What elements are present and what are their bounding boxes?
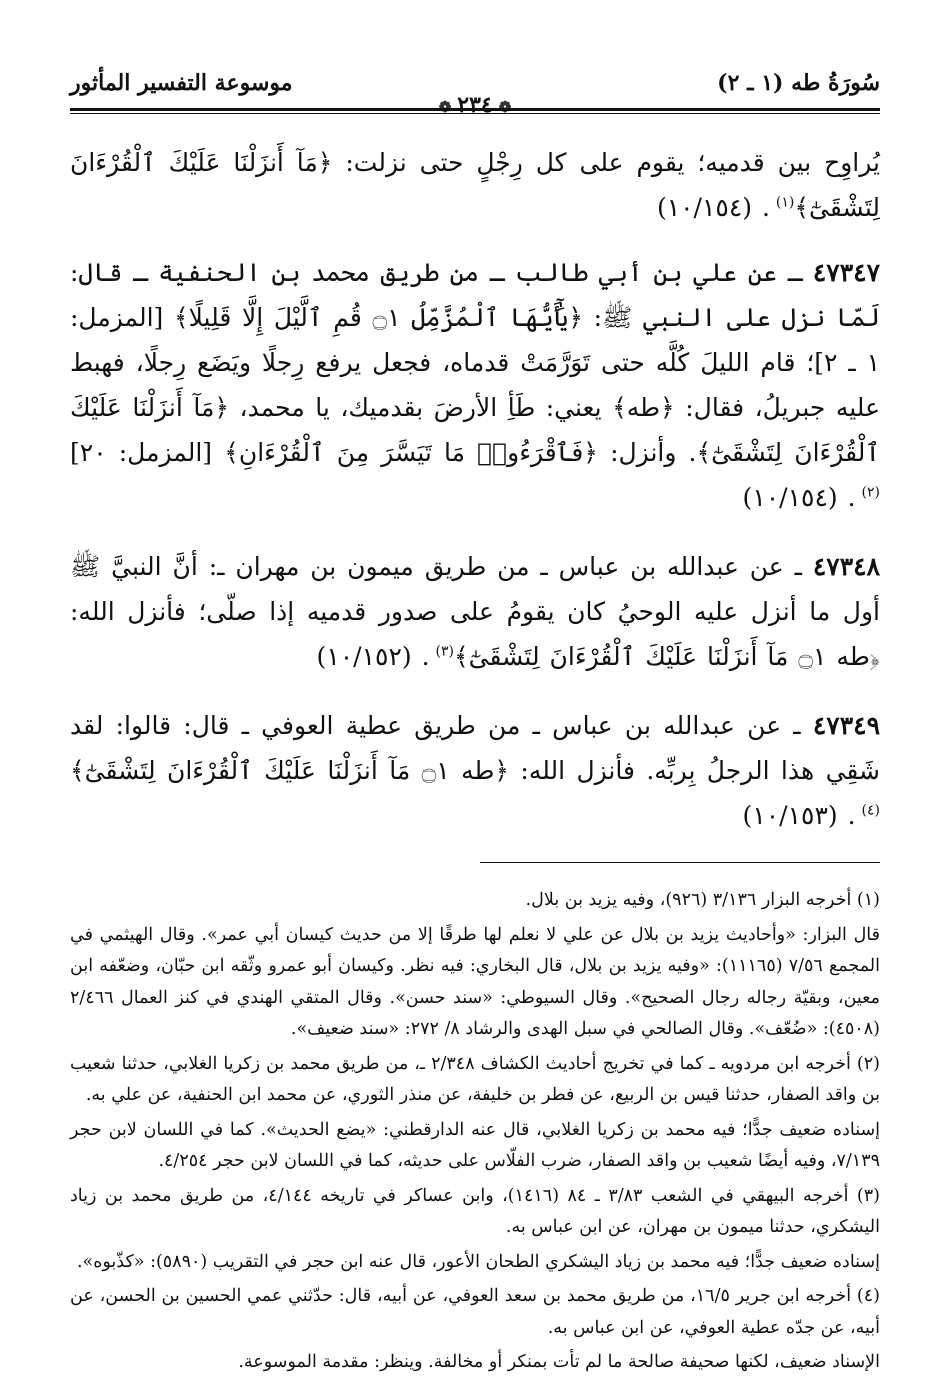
footnote: قال البزار: «وأحاديث يزيد بن بلال عن علي لا نعلم لها طرقًا إلا من حديث كيسان أبي عمر». وقال الهيثمي في المجمع ٧/٥٦ (١١١٦٥): «وفيه يزيد بن بلال، قال البخاري: فيه نظر. وكيسان أبو عمرو وثّقه ابن حبّان، وضعّفه ابن معين، وبقيّة رجاله رجال الصحيح». وقال السيوطي: «سند حسن». وقال المتقي الهندي في كنز العمال ٢/٤٦٦ (٤٥٠٨): «ضُعّف». وقال الصالحي في سبل الهدى والرشاد ٨/ ٢٧٢: «سند ضعيف». — [70, 924, 881, 1039]
footnote: إسناده ضعيف جدًّا؛ فيه محمد بن زياد اليشكري الطحان الأعور، قال عنه ابن حجر في التقريب (٥٨٩٠): «كذّبوه». — [76, 1251, 880, 1272]
main-text — [70, 140, 880, 838]
narration-number: ٤٧٣٤٩ — [812, 711, 880, 740]
footnote: (٣) أخرجه البيهقي في الشعب ٣/٨٣ ـ ٨٤ (١٤١٦)، وابن عساكر في تاريخه ٤/١٤٤، من طريق محمد بن زياد اليشكري، حدثنا ميمون بن مهران، عن ابن عباس به. — [70, 1185, 880, 1237]
paragraph — [70, 250, 880, 520]
footnote-marker: (٢) — [861, 484, 880, 501]
paragraph — [70, 544, 880, 679]
paragraph — [70, 140, 880, 230]
footnotes — [70, 885, 880, 1379]
paragraph-text: ـ عن عبدالله بن عباس ـ من طريق عطية العوفي ـ قال: قالوا: لقد شَقِي هذا الرجلُ بِربِّه. فأنزل الله: ﴿طه ۝١ مَآ أَنزَلْنَا عَلَيْكَ ٱلْقُرْءَانَ لِتَشْقَىٰٓ﴾ — [70, 711, 880, 785]
footnote-marker: (١) — [775, 194, 795, 211]
footnote-marker: (٤) — [861, 802, 880, 819]
header-rule — [70, 108, 880, 111]
narration-number: ٤٧٣٤٧ — [812, 258, 880, 287]
footnote: (٢) أخرجه ابن مردويه ـ كما في تخريج أحاديث الكشاف ٢/٣٤٨ ـ، من طريق محمد بن زكريا الغلابي، حدثنا شعيب بن واقد الصفار، حدثنا قيس بن الربيع، عن فطر بن خليفة، عن منذر الثوري، عن محمد ابن الحنفية، عن علي به. — [70, 1053, 880, 1105]
footnote: (١) أخرجه البزار ٣/١٣٦ (٩٢٦)، وفيه يزيد بن بلال. — [525, 890, 880, 910]
narration-number: ٤٧٣٤٨ — [812, 552, 880, 581]
ornament-icon: ❁ — [438, 98, 452, 116]
page-number-block — [70, 92, 880, 118]
paragraph-text: ـ عن علي بن أبي طالب ـ من طريق محمد بن الحنفية ـ قال: لَمّا نزل على النبي ﷺ: ﴿يَٰٓأَيُّهَا ٱلْمُزَّمِّلُ ۝١ قُمِ ٱلَّيْلَ إِلَّا قَلِيلًا﴾ [المزمل: ١ ـ ٢]؛ قام الليلَ كُلَّه حتى تَوَرَّمَتْ قدماه، فجعل يرفع رِجلًا ويَضَع رِجلًا، فهبط عليه جبريلُ، فقال: ﴿طه﴾ يعني: طَأِ الأرضَ بقدميك، يا محمد، ﴿مَآ أَنزَلْنَا عَلَيْكَ ٱلْقُرْءَانَ لِتَشْقَىٰٓ﴾. وأنزل: ﴿فَٱقْرَءُوا۟ مَا تَيَسَّرَ مِنَ ٱلْقُرْءَانِ﴾ [المزمل: ٢٠] — [70, 258, 881, 467]
ornament-icon: ❁ — [498, 98, 512, 116]
surah-title: سُورَةُ طه (١ ـ ٢) — [717, 70, 880, 96]
paragraph — [70, 703, 880, 838]
book-title: موسوعة التفسير المأثور — [70, 70, 293, 96]
volume-reference: . (١٠/١٥٤) — [742, 483, 856, 512]
footnote-separator — [480, 862, 880, 863]
book-page — [70, 62, 881, 1372]
page-number: ٢٣٤ — [457, 92, 493, 118]
footnote: (٤) أخرجه ابن جرير ١٦/٥، من طريق محمد بن سعد العوفي، عن أبيه، قال: حدّثني عمي الحسين بن الحسن، عن أبيه، عن جدّه عطية العوفي، عن ابن عباس به. — [70, 1286, 880, 1338]
footnote: الإسناد ضعيف، لكنها صحيفة صالحة ما لم تأت بمنكر أو مخالفة. وينظر: مقدمة الموسوعة. — [238, 1352, 880, 1372]
volume-reference: . (١٠/١٥٢) — [316, 642, 430, 671]
paragraph-text: يُراوِح بين قدميه؛ يقوم على كل رِجْلٍ حتى نزلت: ﴿مَآ أَنزَلْنَا عَلَيْكَ ٱلْقُرْءَانَ لِتَشْقَىٰٓ﴾ — [70, 148, 880, 222]
page-header — [70, 62, 880, 118]
footnote-marker: (٣) — [435, 643, 454, 660]
volume-reference: . (١٠/١٥٣) — [742, 801, 856, 830]
volume-reference: . (١٠/١٥٤) — [656, 193, 770, 222]
footnote: إسناده ضعيف جدًّا؛ فيه محمد بن زكريا الغلابي، قال عنه الدارقطني: «يضع الحديث». كما في اللسان لابن حجر ٧/١٣٩، وفيه أيضًا شعيب بن واقد الصفار، ضرب الفلّاس على حديثه، كما في اللسان لابن حجر ٤/٢٥٤. — [70, 1119, 880, 1171]
paragraph-text: ـ عن عبدالله بن عباس ـ من طريق ميمون بن مهران ـ: أنَّ النبيَّ ﷺ أول ما أنزل عليه الوحيُ كان يقومُ على صدور قدميه إذا صلّى؛ فأنزل الله: ﴿طه ۝١ مَآ أَنزَلْنَا عَلَيْكَ ٱلْقُرْءَانَ لِتَشْقَىٰٓ﴾ — [70, 552, 880, 671]
